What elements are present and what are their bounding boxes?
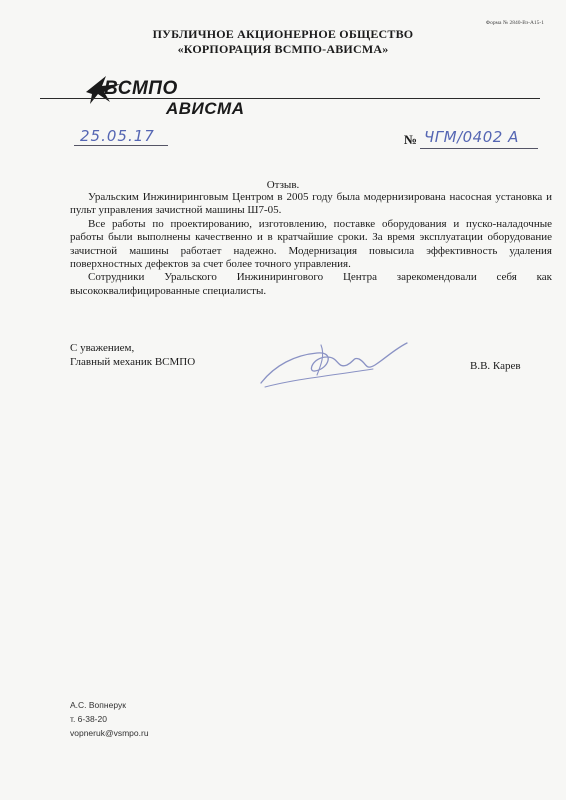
- org-name-line2: «КОРПОРАЦИЯ ВСМПО-АВИСМА»: [177, 42, 389, 56]
- number-sign: №: [404, 132, 418, 147]
- number-underline: [420, 148, 538, 149]
- document-date: 25.05.17: [80, 127, 155, 145]
- contact-email: vopneruk@vsmpo.ru: [70, 728, 149, 738]
- header-rule: [40, 98, 540, 99]
- contact-phone: т. 6-38-20: [70, 714, 107, 724]
- signer-position: Главный механик ВСМПО: [70, 356, 196, 368]
- form-code: Форма № 2840-Вз-А15-1: [485, 20, 544, 26]
- document-number: ЧГМ/0402 А: [424, 128, 519, 146]
- paragraph: Уральским Инжиниринговым Центром в 2005 году была модернизирована насосная установка и пульт управления зачистной машины Ш7-05.: [70, 191, 552, 217]
- company-logo: [80, 72, 260, 118]
- regards-text: С уважением,: [70, 342, 135, 354]
- paragraph: Сотрудники Уральского Инжинирингового Центра зарекомендовали себя как высококвалифицированные специалисты.: [70, 271, 552, 297]
- signer-name: В.В. Карев: [470, 360, 521, 372]
- logo-bottom-word: АВИСМА: [166, 99, 245, 118]
- handwritten-signature: [255, 335, 415, 395]
- logo-top-word: ВСМПО: [104, 78, 178, 99]
- closing-block: [70, 341, 195, 369]
- contact-block: [70, 698, 149, 740]
- letter-body: [70, 191, 552, 298]
- date-underline: [74, 145, 168, 146]
- paragraph: Все работы по проектированию, изготовлению, поставке оборудования и пуско-наладочные работы были выполнены качественно и в кратчайшие сроки. За время эксплуатации оборудование зачистной машины работает надежно. Модернизация повысила эффективность удаления поверхностных дефектов за счет более точного управления.: [70, 217, 552, 271]
- org-name-line1: ПУБЛИЧНОЕ АКЦИОНЕРНОЕ ОБЩЕСТВО: [152, 27, 414, 41]
- contact-name: А.С. Вопнерук: [70, 700, 126, 710]
- letter-title: Отзыв.: [266, 179, 300, 191]
